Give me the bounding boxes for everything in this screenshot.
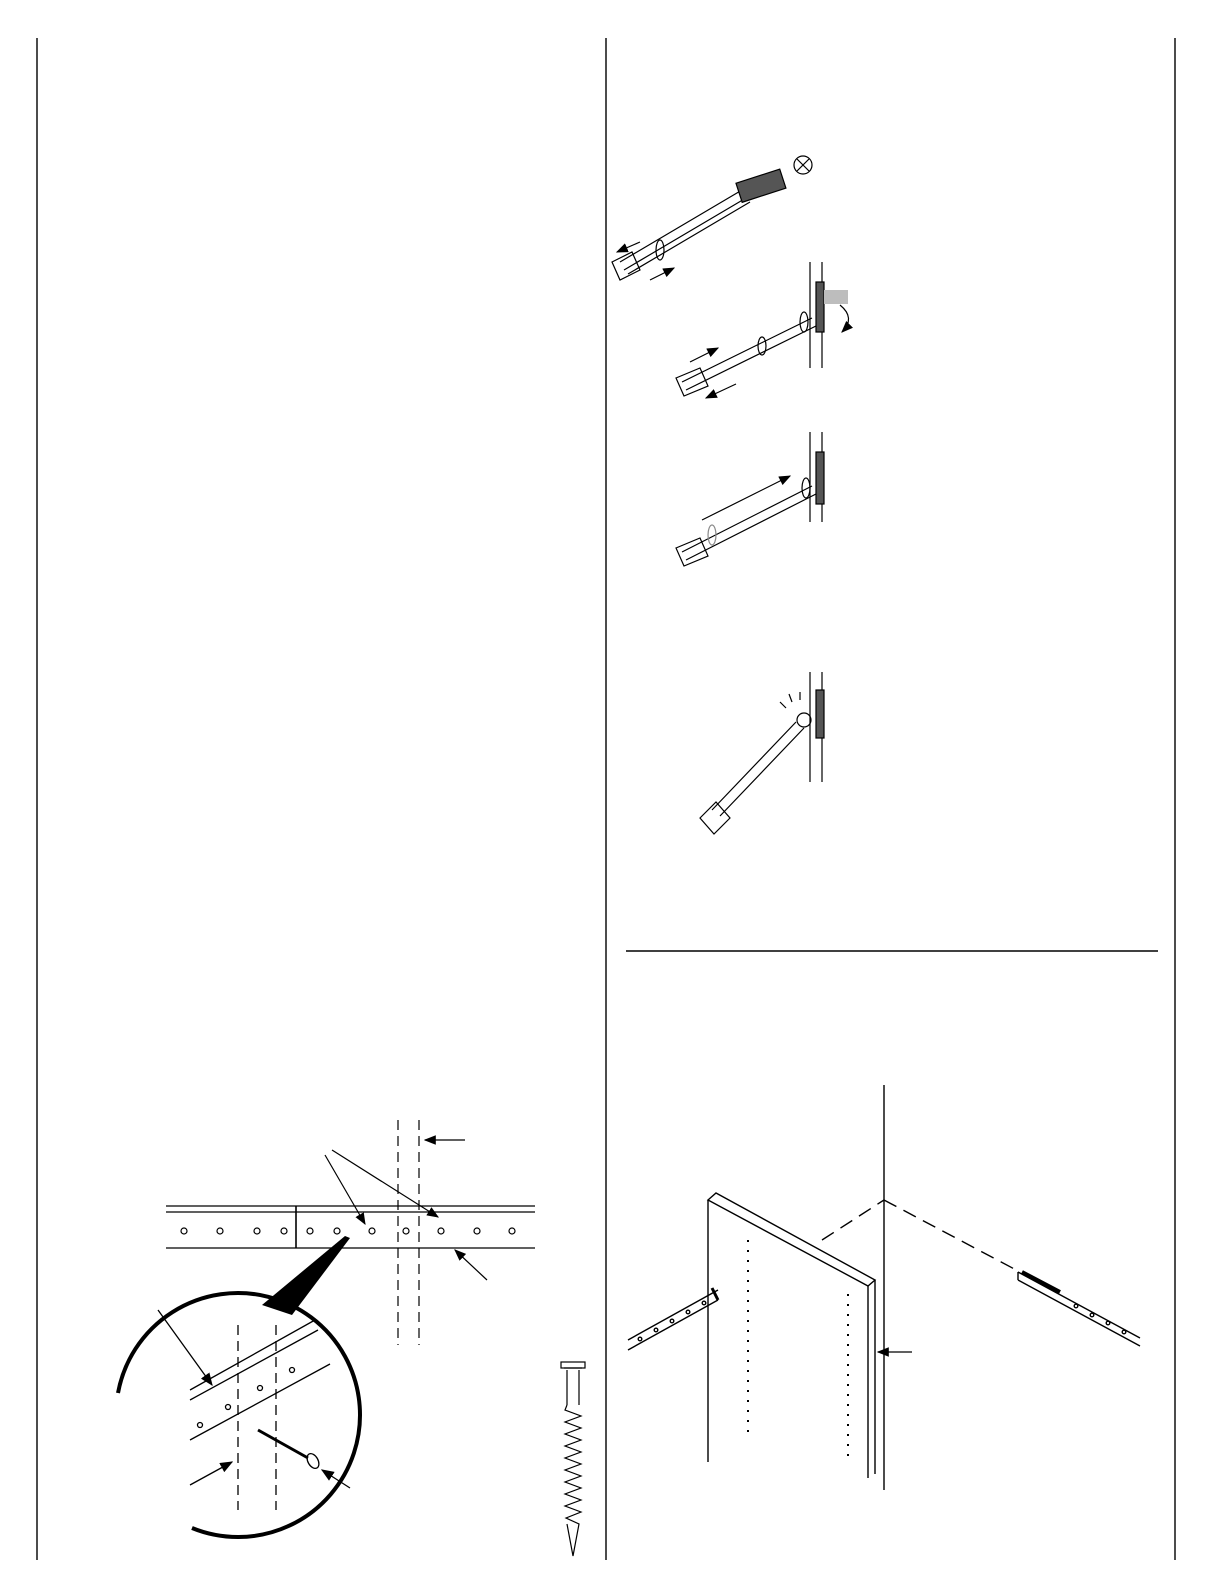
closet-panel-with-rails <box>628 1085 1140 1490</box>
toggle-bolt-pulled-tight <box>676 432 824 566</box>
rail-seam-diagram <box>166 1120 535 1345</box>
detail-rail-holes <box>198 1368 295 1428</box>
column-dividers <box>37 38 1175 1560</box>
right-rail-holes <box>1074 1304 1126 1334</box>
toggle-bolt-through-wall <box>676 262 849 398</box>
rail-screw-detail-circle <box>118 1293 360 1537</box>
toggle-bolt-insert <box>612 156 812 280</box>
toggle-bolt-snapped <box>700 672 824 834</box>
rail-holes <box>181 1228 515 1234</box>
wall-screw <box>561 1362 585 1556</box>
left-rail-holes <box>638 1301 706 1341</box>
